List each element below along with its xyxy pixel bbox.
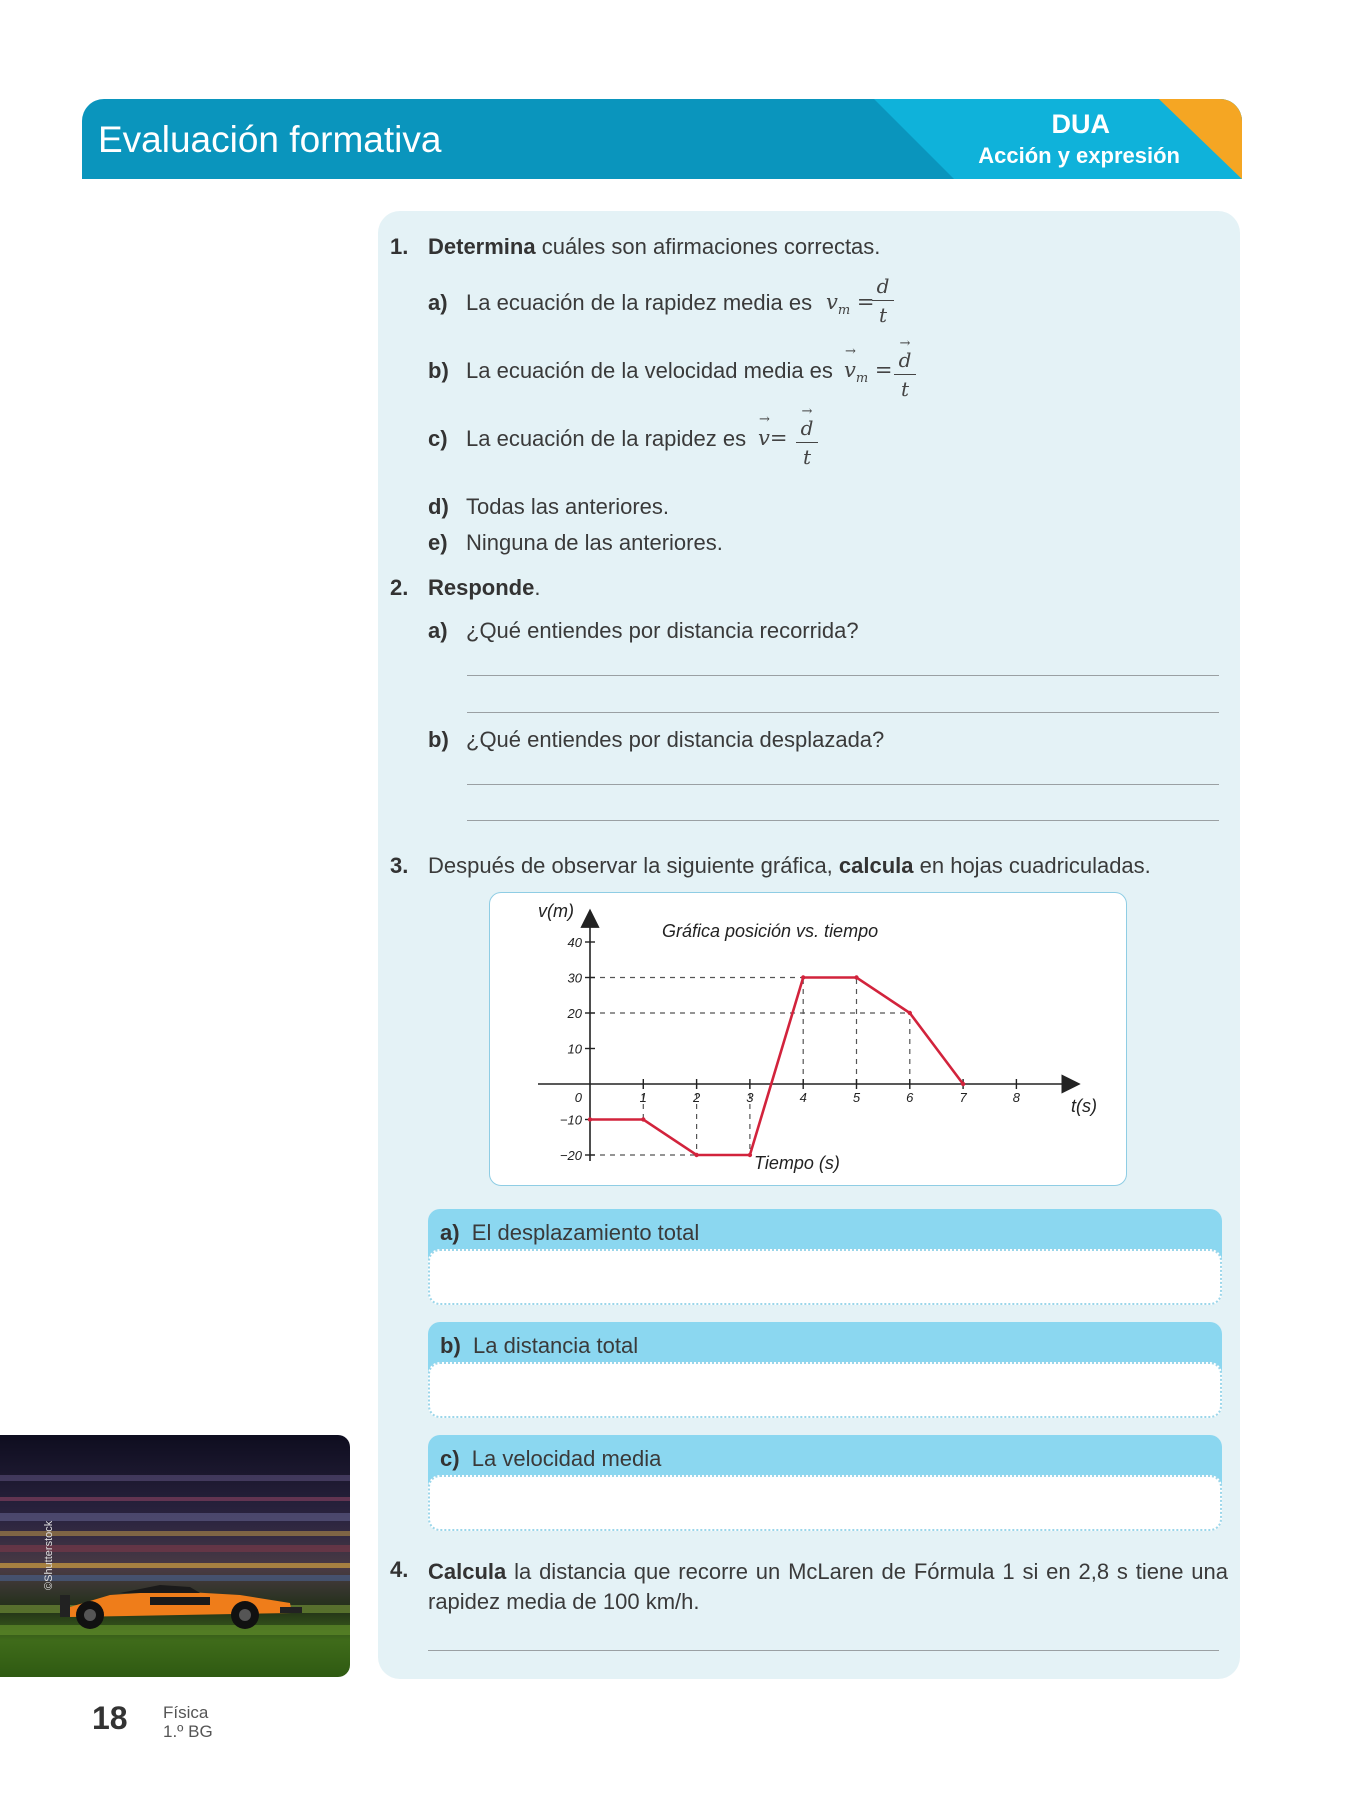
option-letter: c)	[428, 426, 448, 451]
answer-label: c) La velocidad media	[440, 1446, 662, 1471]
q3-text-after: en hojas cuadriculadas.	[913, 853, 1151, 878]
data-point	[801, 975, 805, 979]
option-text: La ecuación de la rapidez media es	[466, 290, 813, 315]
q3-statement	[428, 853, 1151, 879]
x-tick-label: 4	[799, 1090, 807, 1105]
option-letter: a)	[428, 618, 448, 643]
option-letter: b)	[428, 727, 449, 752]
q3-number: 3.	[390, 853, 409, 878]
answer-field[interactable]	[428, 1362, 1222, 1418]
answer-box-b	[428, 1322, 1222, 1418]
q2-option-b	[428, 727, 884, 753]
chart-container	[489, 892, 1127, 1186]
dua-subtitle: Acción y expresión	[978, 143, 1180, 168]
option-letter: a)	[428, 290, 448, 315]
answer-line[interactable]	[467, 820, 1219, 821]
q1-option-a[interactable]	[428, 290, 812, 316]
q4-statement	[428, 1557, 1228, 1617]
position-time-chart	[490, 893, 1126, 1185]
data-point	[961, 1082, 965, 1086]
q1-statement	[428, 234, 880, 260]
y-tick-label: 0	[574, 1090, 582, 1105]
y-tick-label: 10	[567, 1041, 582, 1057]
y-tick-label: −10	[559, 1112, 582, 1128]
option-text: Todas las anteriores.	[466, 494, 669, 519]
x-tick-label: 6	[906, 1090, 914, 1105]
x-tick-label: 8	[1012, 1090, 1021, 1105]
q4-text: la distancia que recorre un McLaren de Fórmula 1 si en 2,8 s tiene una rapidez media de 100 km/h.	[428, 1559, 1228, 1614]
section-title: Evaluación formativa	[98, 119, 442, 160]
y-tick-label: −20	[559, 1148, 582, 1163]
data-point	[748, 1153, 752, 1157]
section-header	[82, 99, 1242, 179]
y-axis-label: v(m)	[538, 901, 574, 921]
y-tick-label: 30	[567, 970, 582, 986]
option-text: Ninguna de las anteriores.	[466, 530, 723, 555]
q2-statement	[428, 575, 540, 601]
answer-box-c	[428, 1435, 1222, 1531]
footer-subject: Física	[163, 1703, 209, 1722]
y-tick-label: 40	[567, 935, 582, 950]
q3-verb: calcula	[838, 853, 914, 878]
data-point	[854, 975, 858, 979]
formula-b-lhs: → $v_m$ =	[844, 344, 893, 387]
q2-verb: Responde	[428, 575, 535, 600]
answer-label: a) El desplazamiento total	[440, 1220, 700, 1245]
formula-a-fraction: d t	[872, 274, 894, 327]
data-point	[641, 1117, 645, 1121]
formula-c-fraction: → d t	[796, 408, 818, 469]
x-tick-label: 2	[692, 1090, 701, 1105]
data-point	[588, 1117, 592, 1121]
answer-field[interactable]	[428, 1475, 1222, 1531]
x-axis-caption: Tiempo (s)	[754, 1153, 840, 1173]
x-tick-label: 5	[852, 1090, 861, 1105]
q1-number: 1.	[390, 234, 409, 259]
option-letter: e)	[428, 530, 448, 555]
series-line	[590, 978, 963, 1156]
q1-option-d[interactable]	[428, 494, 669, 520]
q3-text-before: Después de observar la siguiente gráfica,	[428, 853, 839, 878]
photo-credit: ©Shutterstock	[43, 1520, 55, 1590]
x-tick-label: 1	[639, 1090, 647, 1105]
option-letter: d)	[428, 494, 449, 519]
q4-verb: Calcula	[428, 1559, 507, 1584]
chart-title: Gráfica posición vs. tiempo	[662, 921, 879, 941]
page-number: 18	[92, 1700, 128, 1736]
q1-option-c[interactable]	[428, 426, 746, 452]
answer-box-a	[428, 1209, 1222, 1305]
dua-badge	[874, 99, 1242, 179]
page-footer	[163, 1703, 213, 1741]
q1-verb: Determina	[428, 234, 536, 259]
option-text: ¿Qué entiendes por distancia recorrida?	[466, 618, 859, 643]
x-axis-label: t(s)	[1071, 1096, 1098, 1116]
q2-option-a	[428, 618, 859, 644]
x-tick-label: 7	[959, 1090, 967, 1105]
answer-line[interactable]	[467, 712, 1219, 713]
q1-option-b[interactable]	[428, 358, 833, 384]
dua-title: DUA	[1051, 109, 1110, 139]
formula-a-lhs: $v_m$ =	[826, 290, 875, 319]
formula-c-lhs: → v=	[758, 412, 788, 450]
answer-line[interactable]	[467, 675, 1219, 676]
x-tick-label: 3	[746, 1090, 754, 1105]
y-tick-label: 20	[567, 1006, 582, 1021]
answer-label: b) La distancia total	[440, 1333, 639, 1358]
q2-number: 2.	[390, 575, 409, 600]
data-point	[908, 1011, 912, 1015]
data-point	[694, 1153, 698, 1157]
q1-option-e[interactable]	[428, 530, 723, 556]
q2-text: .	[534, 575, 541, 600]
answer-field[interactable]	[428, 1249, 1222, 1305]
answer-line[interactable]	[467, 784, 1219, 785]
formula-b-fraction: → d t	[894, 340, 916, 401]
footer-grade: 1.º BG	[163, 1722, 213, 1741]
answer-line[interactable]	[428, 1650, 1219, 1651]
option-text: La ecuación de la velocidad media es	[466, 358, 833, 383]
q4-number: 4.	[390, 1557, 409, 1582]
q1-text: cuáles son afirmaciones correctas.	[535, 234, 881, 259]
option-letter: b)	[428, 358, 449, 383]
option-text: ¿Qué entiendes por distancia desplazada?	[466, 727, 885, 752]
option-text: La ecuación de la rapidez es	[466, 426, 747, 451]
